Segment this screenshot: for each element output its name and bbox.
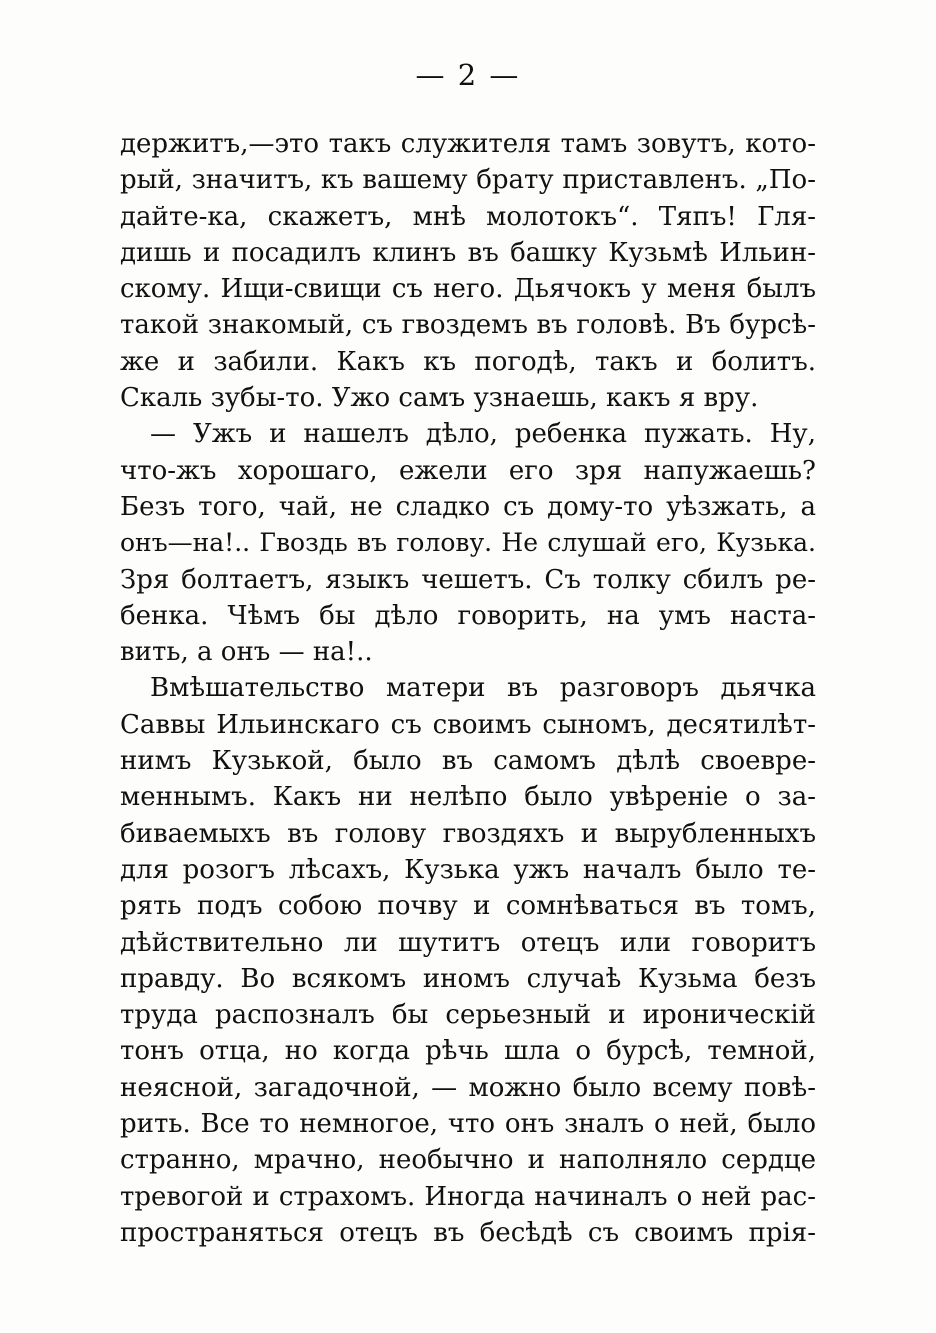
text-line: дишь и посадилъ клинъ въ башку Кузьмѣ Ильин- <box>120 237 816 268</box>
text-line: тревогой и страхомъ. Иногда начиналъ о ней рас- <box>120 1181 816 1212</box>
text-line: Безъ того, чай, не сладко съ дому-то уѣзжать, а <box>120 491 816 522</box>
text-line: онъ—на!.. Гвоздь въ голову. Не слушай его, Кузька. <box>120 528 816 558</box>
text-line: дѣйствительно ли шутитъ отецъ или говоритъ <box>120 927 816 958</box>
text-line: рить. Все то немногое, что онъ зналъ о ней, было <box>120 1109 816 1140</box>
text-line: бенка. Чѣмъ бы дѣло говорить, на умъ наста- <box>120 600 816 631</box>
text-line: — Ужъ и нашелъ дѣло, ребенка пужать. Ну, <box>150 419 816 450</box>
text-line: дайте-ка, скажетъ, мнѣ молотокъ“. Тяпъ! Гля- <box>120 201 816 232</box>
text-line: нимъ Кузькой, было въ самомъ дѣлѣ своевре- <box>120 746 816 777</box>
text-line: Вмѣшательство матери въ разговоръ дьячка <box>150 673 816 704</box>
body-text <box>120 126 816 1251</box>
text-line: Саввы Ильинскаго съ своимъ сыномъ, десятилѣт- <box>120 709 816 740</box>
text-line: пространяться отецъ въ бесѣдѣ съ своимъ прія- <box>120 1217 816 1248</box>
text-line: рый, значитъ, къ вашему брату приставленъ. „По- <box>120 165 816 196</box>
text-line: такой знакомый, съ гвоздемъ въ головѣ. Въ бурсѣ- <box>120 310 816 341</box>
text-line: странно, мрачно, необычно и наполняло сердце <box>120 1145 816 1176</box>
text-line: труда распозналъ бы серьезный и ироническій <box>120 1000 816 1031</box>
text-line: неясной, загадочной, — можно было всему повѣ- <box>120 1072 816 1103</box>
text-line: Зря болтаетъ, языкъ чешетъ. Съ толку сбилъ ре- <box>120 564 816 595</box>
text-line: скому. Ищи-свищи съ него. Дьячокъ у меня былъ <box>120 274 816 305</box>
text-line: меннымъ. Какъ ни нелѣпо было увѣреніе о за- <box>120 782 816 813</box>
text-line: правду. Во всякомъ иномъ случаѣ Кузьма безъ <box>120 963 816 994</box>
text-line: держитъ,—это такъ служителя тамъ зовутъ, кото- <box>120 129 816 159</box>
text-line: биваемыхъ въ голову гвоздяхъ и вырубленныхъ <box>120 818 816 849</box>
text-line: вить, а онъ — на!.. <box>120 637 373 668</box>
page-number: — 2 — <box>415 58 521 92</box>
text-line: что-жъ хорошаго, ежели его зря напужаешь? <box>120 455 816 486</box>
text-line: же и забили. Какъ къ погодѣ, такъ и болитъ. <box>120 346 816 377</box>
text-line: для розогъ лѣсахъ, Кузька ужъ началъ было те- <box>120 854 816 885</box>
text-line: Скаль зубы-то. Ужо самъ узнаешь, какъ я вру. <box>120 383 759 414</box>
text-line: тонъ отца, но когда рѣчь шла о бурсѣ, темной, <box>120 1036 816 1067</box>
text-line: рять подъ собою почву и сомнѣваться въ томъ, <box>120 891 816 922</box>
